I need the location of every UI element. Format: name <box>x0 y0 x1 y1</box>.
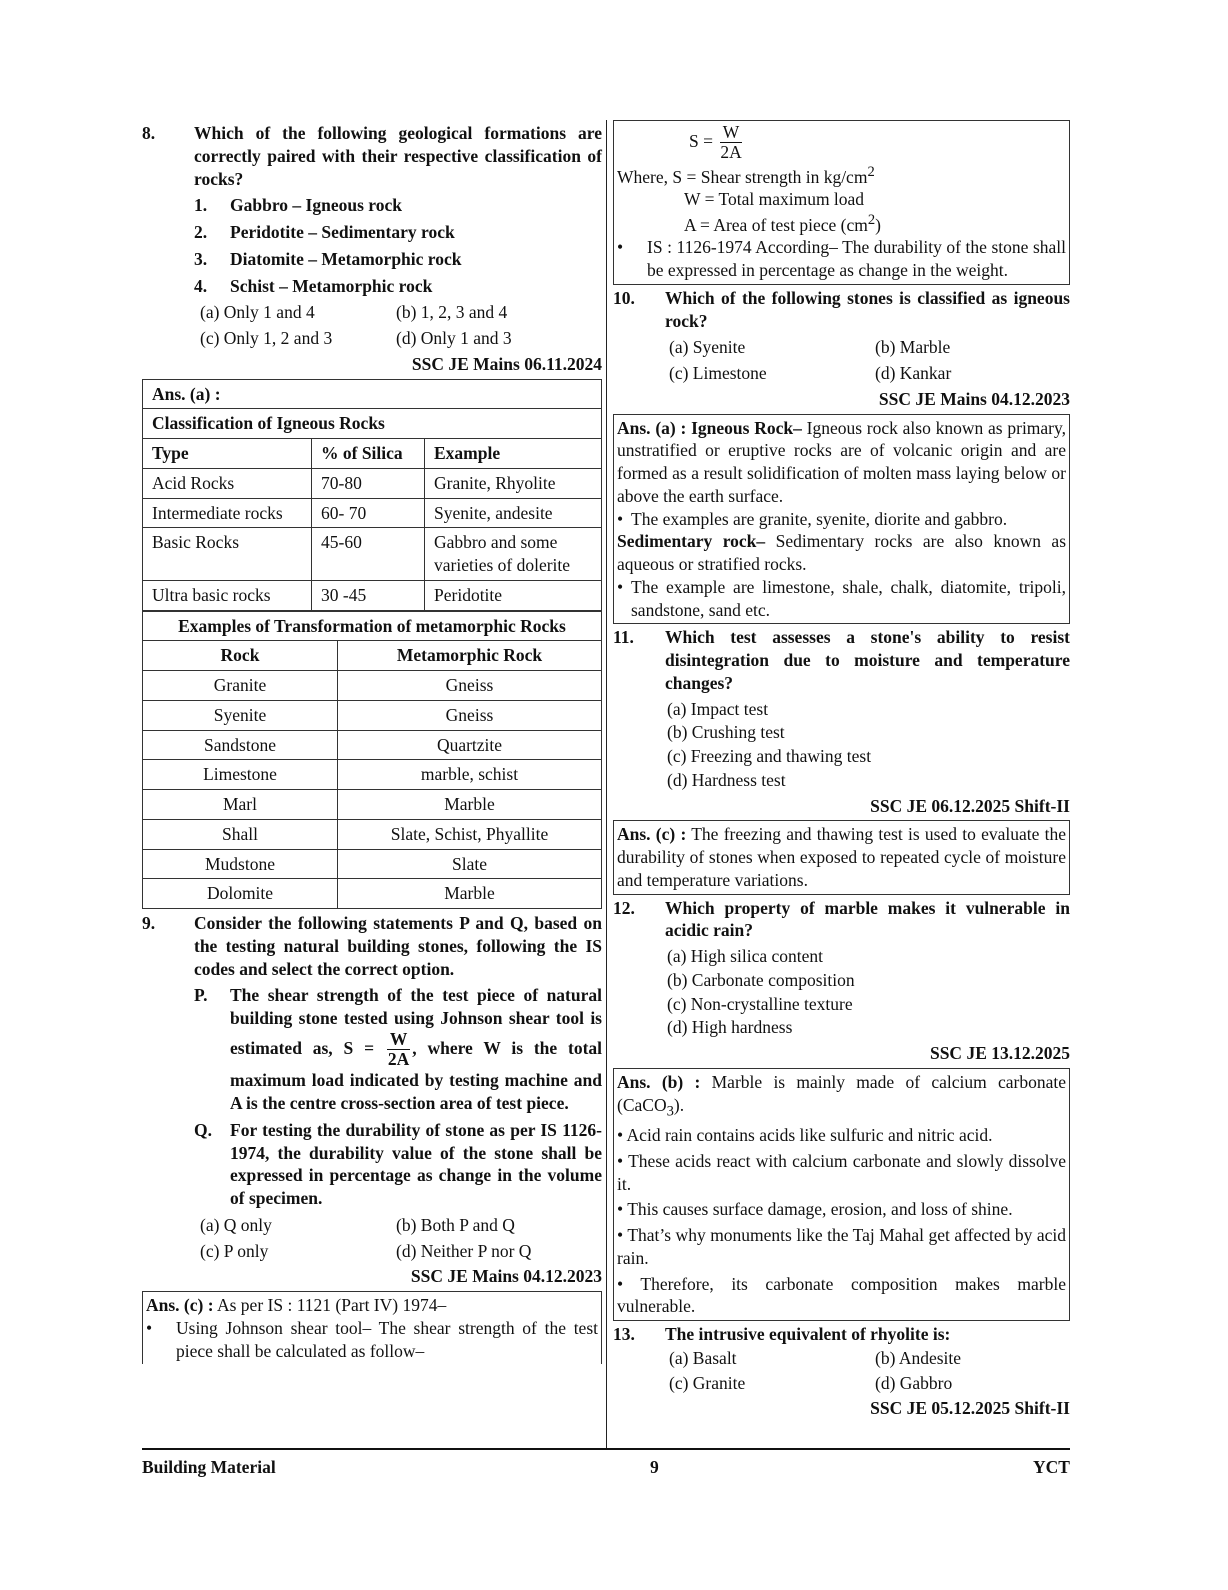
statement-4 <box>194 275 602 298</box>
column-divider <box>606 120 607 1448</box>
statement-text: For testing the durability of stone as per IS 1126-1974, the durability value of the stone shall be expressed in percentage as change in the volume of specimen. <box>230 1119 602 1208</box>
option-b: (b) Crushing test <box>667 722 785 743</box>
option-c: (c) Non-crystalline texture <box>667 993 853 1014</box>
exam-source: SSC JE Mains 04.12.2023 <box>410 1266 602 1287</box>
question-number: 10. <box>613 287 635 308</box>
answer-bullet <box>617 1150 1066 1196</box>
exam-source: SSC JE Mains 06.11.2024 <box>411 353 602 374</box>
table-cell: Quartzite <box>338 730 602 760</box>
formula-lhs: S = <box>343 1037 375 1058</box>
option-b: (b) Marble <box>875 337 951 358</box>
options <box>667 945 1070 1039</box>
bullet-icon: • <box>617 576 624 597</box>
option-c: (c) P only <box>200 1240 269 1261</box>
question-13 <box>613 1323 1070 1346</box>
question-12 <box>613 897 1070 943</box>
options <box>667 698 1070 792</box>
bullet-text: That’s why monuments like the Taj Mahal get affected by acid rain. <box>617 1225 1066 1268</box>
table-cell: Acid Rocks <box>143 468 312 498</box>
question-text: Which test assesses a stone's ability to resist disintegration due to moisture and temperature changes? <box>665 627 1070 693</box>
denominator: 2A <box>387 1049 410 1069</box>
term-text: Sedimentary rocks are also known as aqueous or stratified rocks. <box>617 531 1066 575</box>
table-row <box>143 879 602 909</box>
footer-publisher: YCT <box>1033 1457 1070 1477</box>
option-c: (c) Granite <box>669 1372 746 1393</box>
question-text: Which property of marble makes it vulnerable in acidic rain? <box>665 897 1070 941</box>
table-cell: 45-60 <box>312 528 425 581</box>
statement-text: Diatomite – Metamorphic rock <box>230 248 462 269</box>
option-d: (d) Neither P nor Q <box>396 1240 532 1261</box>
statement-2 <box>194 221 602 244</box>
table-cell: Slate <box>338 849 602 879</box>
bullet-text: These acids react with calcium carbonate and slowly dissolve it. <box>617 1150 1067 1194</box>
answer-bullet <box>617 1224 1066 1270</box>
exam-source: SSC JE 05.12.2025 Shift-II <box>870 1398 1070 1419</box>
term-label: Sedimentary rock– <box>617 531 766 552</box>
statement-text-part: , where <box>412 1037 473 1058</box>
answer-text: Igneous rock also known as primary, unstratified or eruptive rocks are of volcanic origin and are formed as a result solidification of molten mass laying below or above the earth surface. <box>617 417 1067 506</box>
question-text: Which of the following stones is classified as igneous rock? <box>665 287 1070 331</box>
option-d: (d) Only 1 and 3 <box>396 328 512 348</box>
bullet-icon: • <box>617 1125 627 1146</box>
table-cell: Marble <box>338 790 602 820</box>
exam-source: SSC JE Mains 04.12.2023 <box>878 388 1070 409</box>
table-cell: Intermediate rocks <box>143 498 312 528</box>
table-row <box>143 730 602 760</box>
question-text: Consider the following statements P and Q, based on the testing natural building stones, following the IS codes and select the correct option. <box>194 913 602 979</box>
answer-box <box>613 820 1070 894</box>
statement-label: P. <box>194 985 208 1006</box>
bullet-text: This causes surface damage, erosion, and loss of shine. <box>627 1199 1013 1220</box>
formula <box>689 123 1066 163</box>
where-line-2: W = Total maximum load <box>684 189 865 210</box>
table-cell: Shall <box>143 819 338 849</box>
answer-table-metamorphic <box>142 611 602 910</box>
answer-label: Ans. (c) : <box>617 824 687 845</box>
answer-bullet <box>617 1198 1066 1221</box>
where-text: ) <box>875 214 881 235</box>
statement-text <box>230 984 602 1115</box>
bullet-icon: • <box>617 1150 629 1171</box>
bullet-text: Using Johnson shear tool– The shear strength of the test piece shall be calculated as follow– <box>176 1317 598 1361</box>
option-b: (b) 1, 2, 3 and 4 <box>396 302 508 323</box>
option-c: (c) Only 1, 2 and 3 <box>200 328 333 348</box>
table-row <box>143 849 602 879</box>
answer-bullet <box>617 1124 1066 1147</box>
page-footer <box>142 1448 1070 1479</box>
where-text: Where, S = Shear strength in kg/cm <box>617 166 868 187</box>
formula-fraction <box>717 123 744 163</box>
option-a: (a) Q only <box>200 1214 272 1235</box>
answer-box <box>613 414 1070 625</box>
bullet-text: The example are limestone, shale, chalk, diatomite, tripoli, sandstone, sand etc. <box>631 576 1066 620</box>
answer-label: Ans. (c) : <box>146 1295 214 1315</box>
statement-number: 2. <box>194 222 208 242</box>
option-d: (d) Gabbro <box>875 1372 953 1393</box>
table-cell: Syenite <box>143 700 338 730</box>
statement-3 <box>194 248 602 271</box>
table-cell: Gneiss <box>338 671 602 701</box>
table-cell: 70-80 <box>312 468 425 498</box>
right-column <box>613 120 1070 1420</box>
statement-text: Gabbro – Igneous rock <box>230 195 402 216</box>
table-cell: Ultra basic rocks <box>143 580 312 610</box>
table-row <box>143 790 602 820</box>
table-cell: Granite, Rhyolite <box>425 468 602 498</box>
denominator: 2A <box>720 142 742 163</box>
table-row <box>143 468 602 498</box>
question-number: 8. <box>142 123 156 143</box>
table-cell: Dolomite <box>143 879 338 909</box>
bullet-icon: • <box>617 237 624 258</box>
question-number: 9. <box>142 913 156 933</box>
question-text: The intrusive equivalent of rhyolite is: <box>665 1324 951 1345</box>
table-cell: 60- 70 <box>312 498 425 528</box>
numerator: W <box>387 1030 411 1050</box>
column-header: % of Silica <box>312 439 425 469</box>
table-cell: Peridotite <box>425 580 602 610</box>
bullet-text: Therefore, its carbonate composition makes marble vulnerable. <box>617 1273 1066 1317</box>
table-cell: Syenite, andesite <box>425 498 602 528</box>
bullet-icon: • <box>617 1225 628 1246</box>
bullet-text: IS : 1126-1974 According– The durability of the stone shall be expressed in percentage as change in the weight. <box>647 237 1066 281</box>
where-line-1 <box>617 163 1066 189</box>
table-row <box>143 580 602 610</box>
answer-bullet <box>146 1317 598 1363</box>
option-b: (b) Carbonate composition <box>667 969 855 990</box>
statement-text-part: The shear strength of the test piece of natural building stone tested using Johnson shear tool is estimated as, <box>230 985 602 1058</box>
footer-subject: Building Material <box>142 1457 276 1477</box>
table-cell: Basic Rocks <box>143 528 312 581</box>
statement-number: 1. <box>194 195 208 216</box>
question-number: 12. <box>613 897 635 918</box>
answer-label: Ans. (a) : <box>143 379 602 409</box>
options <box>200 1214 602 1263</box>
bullet-icon: • <box>617 508 624 529</box>
column-header: Example <box>425 439 602 469</box>
table-cell: marble, schist <box>338 760 602 790</box>
option-a: (a) High silica content <box>667 946 823 967</box>
option-c: (c) Limestone <box>669 363 767 384</box>
column-header: Type <box>143 439 312 469</box>
answer-box <box>613 1068 1070 1321</box>
bullet-text: Acid rain contains acids like sulfuric and nitric acid. <box>626 1125 993 1146</box>
table-title: Examples of Transformation of metamorphic Rocks <box>143 611 602 641</box>
column-header: Metamorphic Rock <box>338 641 602 671</box>
table-cell: 30 -45 <box>312 580 425 610</box>
table-cell: Gneiss <box>338 700 602 730</box>
answer-table-igneous <box>142 379 602 611</box>
column-header: Rock <box>143 641 338 671</box>
statement-text-part: W is the total maximum load indicated by testing machine and A is the centre cross-section area of test piece. <box>230 1037 603 1113</box>
statement-q <box>194 1119 602 1210</box>
table-row <box>143 671 602 701</box>
bullet-icon: • <box>146 1317 153 1338</box>
question-number: 11. <box>613 627 634 648</box>
statement-1 <box>194 194 602 217</box>
option-b: (b) Both P and Q <box>396 1214 515 1235</box>
table-cell: Mudstone <box>143 849 338 879</box>
answer-text: ). <box>673 1094 685 1115</box>
answer-bullet <box>617 508 1066 531</box>
exam-source: SSC JE 13.12.2025 <box>929 1043 1070 1064</box>
answer-label: Ans. (b) : <box>617 1071 701 1092</box>
where-text: A = Area of test piece (cm <box>684 214 868 235</box>
table-cell: Limestone <box>143 760 338 790</box>
option-b: (b) Andesite <box>875 1347 962 1368</box>
statement-text: Schist – Metamorphic rock <box>230 275 433 296</box>
where-line-3 <box>684 211 1066 237</box>
page-number: 9 <box>649 1457 659 1477</box>
bullet-icon: • <box>617 1199 628 1220</box>
option-c: (c) Freezing and thawing test <box>667 746 872 767</box>
option-d: (d) High hardness <box>667 1017 793 1038</box>
formula-fraction <box>385 1030 412 1070</box>
answer-text: The freezing and thawing test is used to evaluate the durability of stones when exposed to repeated cycle of moisture and temperature variations. <box>617 824 1066 890</box>
formula-lhs: S = <box>689 130 713 151</box>
table-cell: Marble <box>338 879 602 909</box>
option-a: (a) Basalt <box>669 1347 737 1368</box>
answer-box-continued <box>613 120 1070 285</box>
bullet-text: The examples are granite, syenite, diorite and gabbro. <box>631 508 1008 529</box>
table-cell: Gabbro and some varieties of dolerite <box>425 528 602 581</box>
options <box>669 336 1070 385</box>
table-row <box>143 700 602 730</box>
statement-p <box>194 984 602 1115</box>
table-cell: Slate, Schist, Phyallite <box>338 819 602 849</box>
table-cell: Granite <box>143 671 338 701</box>
table-row <box>143 760 602 790</box>
options <box>669 1347 1070 1395</box>
option-a: (a) Impact test <box>667 698 769 719</box>
option-d: (d) Kankar <box>875 363 952 384</box>
answer-bullet <box>617 236 1066 282</box>
superscript: 2 <box>867 163 875 180</box>
statement-number: 4. <box>194 275 208 296</box>
table-row <box>143 528 602 581</box>
subscript: 3 <box>666 1103 674 1120</box>
option-a: (a) Syenite <box>669 337 746 358</box>
question-8 <box>142 122 602 190</box>
answer-label: Ans. (a) : Igneous Rock– <box>617 417 802 438</box>
exam-source: SSC JE 06.12.2025 Shift-II <box>870 795 1070 816</box>
sedimentary-text <box>617 530 1066 576</box>
question-number: 13. <box>613 1324 635 1345</box>
answer-bullet <box>617 576 1066 622</box>
statement-number: 3. <box>194 248 208 269</box>
answer-bullet <box>617 1273 1066 1319</box>
table-cell: Sandstone <box>143 730 338 760</box>
bullet-icon: • <box>617 1273 641 1294</box>
statement-label: Q. <box>194 1119 212 1140</box>
question-text: Which of the following geological formations are correctly paired with their respective classification of rocks? <box>194 123 602 189</box>
option-a: (a) Only 1 and 4 <box>200 302 315 323</box>
question-11 <box>613 626 1070 694</box>
statement-text: Peridotite – Sedimentary rock <box>230 222 455 242</box>
left-column <box>142 120 602 1364</box>
answer-box <box>142 1291 602 1364</box>
question-9 <box>142 912 602 980</box>
answer-text: As per IS : 1121 (Part IV) 1974– <box>213 1295 447 1315</box>
table-cell: Marl <box>143 790 338 820</box>
superscript: 2 <box>867 211 876 228</box>
numerator: W <box>720 123 743 143</box>
table-row <box>143 498 602 528</box>
table-row <box>143 819 602 849</box>
question-10 <box>613 287 1070 333</box>
answer-text: Marble is mainly made of calcium carbonate (CaCO <box>617 1071 1066 1115</box>
options <box>200 301 602 350</box>
table-title: Classification of Igneous Rocks <box>143 409 602 439</box>
option-d: (d) Hardness test <box>667 769 786 790</box>
